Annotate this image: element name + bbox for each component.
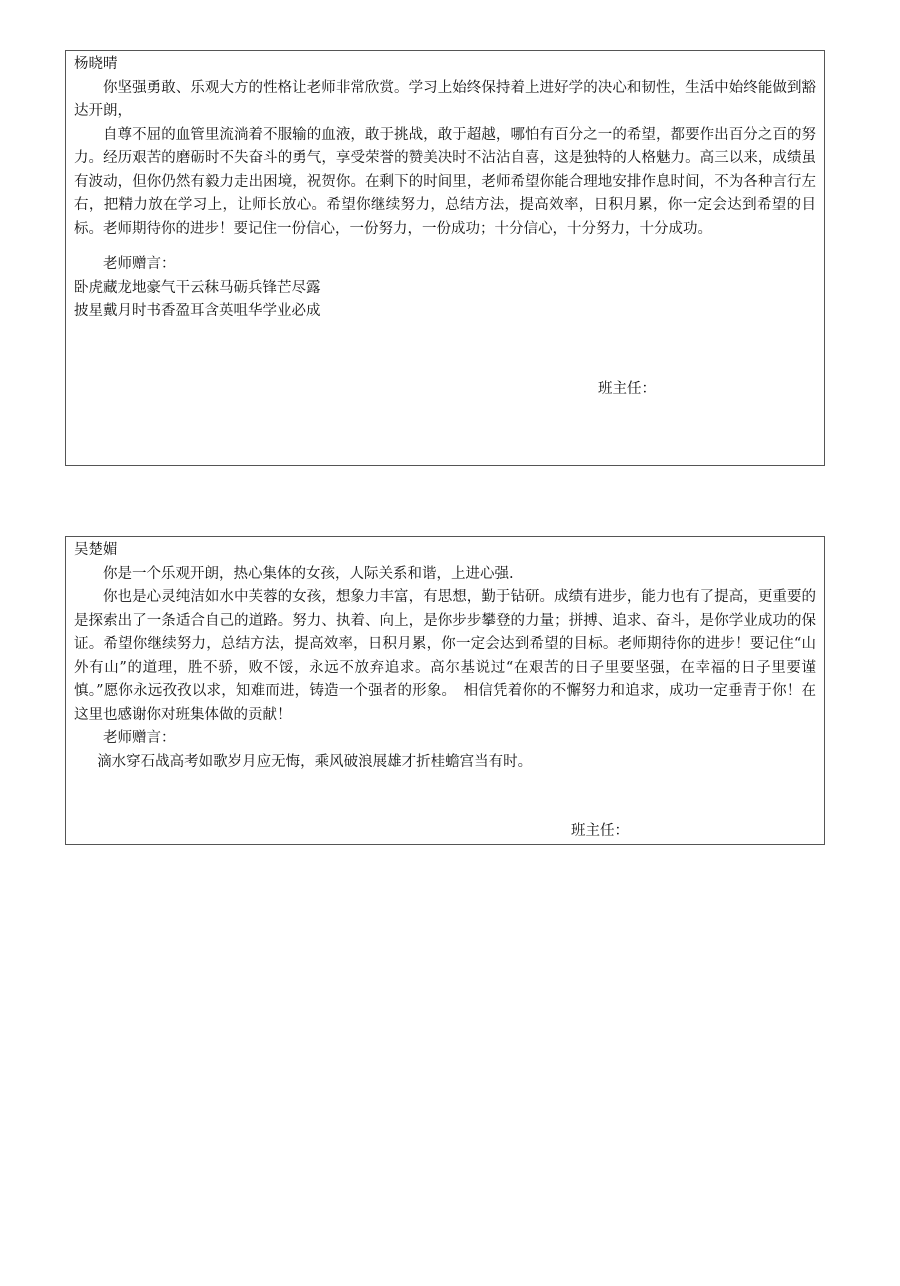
gift-label: 老师赠言：: [103, 256, 176, 272]
motto-line: 滴水穿石战高考如歌岁月应无悔，乘风破浪展雄才折桂蟾宫当有时。: [97, 753, 533, 770]
comment-paragraph: 你坚强勇敢、乐观大方的性格让老师非常欣赏。学习上始终保持着上进好学的决心和韧性，生活中始终能做到豁达开朗，: [74, 79, 816, 119]
student-name: 杨晓晴: [74, 56, 118, 72]
comment-card: [65, 50, 825, 466]
comment-paragraph: 自尊不屈的血管里流淌着不服输的血液，敢于挑战，敢于超越，哪怕有百分之一的希望，都要作出百分之百的努力。经历艰苦的磨砺时不失奋斗的勇气，享受荣誉的赞美决时不沾沾自喜，这是独特的人格魅力。高三以来，成绩虽有波动，但你仍然有毅力走出困境，祝贺你。在剩下的时间里，老师希望你能合理地安排作息时间，不为各种言行左右，把精力放在学习上，让师长放心。希望你继续努力，总结方法，提高效率，日积月累，你一定会达到希望的目标。老师期待你的进步！要记住一份信心，一份努力，一份成功；十分信心，十分努力，十分成功。: [74, 126, 816, 237]
gift-label: 老师赠言：: [103, 730, 176, 746]
comment-paragraph: 你是一个乐观开朗，热心集体的女孩，人际关系和谐，上进心强.: [103, 565, 514, 582]
comment-card: [65, 536, 825, 845]
comment-paragraph: 你也是心灵纯洁如水中芙蓉的女孩，想象力丰富，有思想，勤于钻研。成绩有进步，能力也有了提高，更重要的是探索出了一条适合自己的道路。努力、执着、向上，是你步步攀登的力量；拼搏、追求、奋斗，是你学业成功的保证。希望你继续努力，总结方法，提高效率，日积月累，你一定会达到希望的目标。老师期待你的进步！要记住“山外有山”的道理，胜不骄，败不馁，永远不放弃追求。高尔基说过“在艰苦的日子里要坚强，在幸福的日子里要谨慎。”愿你永远孜孜以求，知难而进，铸造一个强者的形象。 相信凭着你的不懈努力和追求，成功一定垂青于你！在这里也感谢你对班集体做的贡献！: [74, 589, 816, 723]
teacher-signature: 班主任：: [571, 823, 629, 839]
student-name: 吴楚媚: [74, 542, 118, 558]
motto-line: 卧虎藏龙地豪气干云秣马砺兵锋芒尽露: [74, 279, 321, 296]
motto-line: 披星戴月时书香盈耳含英咀华学业必成: [74, 303, 321, 319]
teacher-signature: 班主任：: [598, 381, 656, 397]
